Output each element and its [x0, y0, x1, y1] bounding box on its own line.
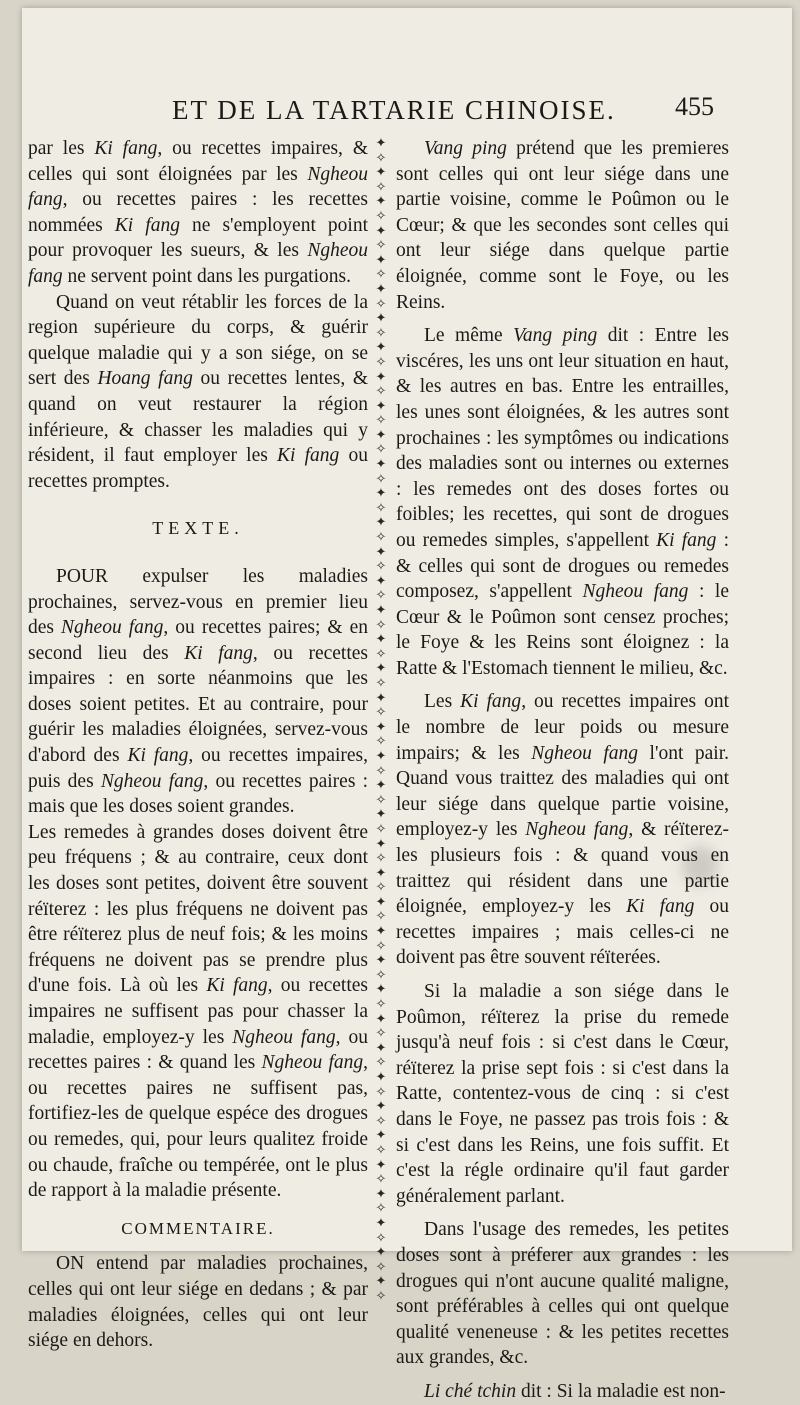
chinese-term: Ki fang — [626, 896, 695, 918]
paragraph: par les Ki fang, ou recettes impaires, & celles qui sont éloignées par les Ngheou fang, ou recettes paires : les recettes nommées Ki fang ne s'employent point pour provoquer les sueurs, & les Ngheou fang ne servent point dans les purgations. — [28, 138, 369, 287]
paragraph: Dans l'usage des remedes, les petites doses sont à préferer aux grandes : les drogues qui n'ont aucune qualité maligne, sont préférables à celles qui ont quelque qualité veneneuse : & les petites recettes aux grandes, &c. — [396, 1219, 729, 1369]
chinese-term: Hoang fang — [97, 368, 193, 390]
section-heading-texte: TEXTE. — [152, 518, 244, 539]
chinese-term: Ki fang — [114, 214, 180, 236]
paragraph: Le même Vang ping dit : Entre les viscéres, les uns ont leur situation en haut, & les autres en bas. Entre les entrailles, les unes sont éloignées, & les autres sont prochaines : les symptômes ou indications des maladies sont ou internes ou externes : les remedes ont des doses fortes ou foibles; les recettes, qui sont de drogues ou remedes simples, s'appellent Ki fang : & celles qui sont de drogues ou remedes composez, s'appellent Ngheou fang : le Cœur & le Poûmon sont censez proches; le Foye & les Reins sont éloignez : la Ratte & l'Estomach tiennent le milieu, &c. — [396, 325, 730, 679]
author-name: Vang ping — [513, 325, 598, 347]
paragraph: POUR expulser les maladies prochaines, servez-vous en premier lieu des Ngheou fang, ou recettes paires; & en second lieu des Ki fang, ou recettes impaires : en sorte néanmoins que les doses soient petites. Et au contraire, pour guérir les maladies éloignées, servez-vous d'abord des Ki fang, ou recettes impaires, puis des Ngheou fang, ou recettes paires : mais que les doses soient grandes. — [28, 565, 369, 818]
chinese-term: Ngheou fang — [531, 742, 639, 764]
chinese-term: Ngheou fang — [232, 1026, 336, 1048]
chinese-term: Ngheou fang — [28, 240, 368, 287]
ink-smudge — [682, 846, 718, 886]
chinese-term: Ki fang — [656, 529, 717, 551]
chinese-term: Ki fang — [184, 642, 253, 664]
chinese-term: Ngheou fang — [100, 770, 204, 792]
chinese-term: Ngheou fang — [525, 819, 629, 841]
paragraph: ON entend par maladies prochaines, celles qui ont leur siége en dedans ; & par maladies éloignées, celles qui ont leur siége en dehors. — [28, 1253, 368, 1352]
author-name: Li ché tchin — [424, 1380, 517, 1402]
paragraph: Si la maladie a son siége dans le Poûmon, réïterez la prise du remede jusqu'à neuf fois : si c'est dans le Cœur, réïterez la prise sept fois : si c'est dans la Ratte, contentez-vous de cinq : si c'est dans le Foye, ne passez pas trois fois : & si c'est dans les Reins, une fois suffit. Et c'est la régle ordinaire qu'il faut garder généralement parlant. — [396, 981, 729, 1207]
chinese-term: Ngheou fang — [261, 1052, 364, 1074]
chinese-term: Ki fang — [127, 745, 189, 767]
paragraph: Quand on veut rétablir les forces de la region supérieure du corps, & guérir quelque maladie qui y a son siége, on se sert des Hoang fang ou recettes lentes, & quand on veut restaurer la région inférieure, & chasser les maladies qui y résident, il faut employer les Ki fang ou recettes promptes. — [28, 291, 369, 492]
paragraph: Vang ping prétend que les premieres sont celles qui ont leur siége dans une partie voisine, comme le Poûmon ou le Cœur; & que les secondes sont celles qui ont leur siége dans quelque partie éloignée, comme sont le Foye, ou les Reins. — [396, 138, 729, 313]
chinese-term: Ki fang — [206, 975, 268, 997]
author-name: Vang ping — [424, 138, 507, 159]
paragraph: Les remedes à grandes doses doivent être peu fréquens ; & au contraire, ceux dont les doses sont petites, doivent être souvent réïterez : les plus fréquens ne doivent pas être réïterez plus de neuf fois; & les moins fréquens ne doivent pas se prendre plus d'une fois. Là où les Ki fang, ou recettes impaires ne suffisent pas pour chasser la maladie, employez-y les Ngheou fang, ou recettes paires : & quand les Ngheou fang, ou recettes paires ne suffisent pas, fortifiez-les de quelque espéce des drogues ou remedes, qui, pour leurs qualitez froide ou chaude, fraîche ou tempérée, ont le plus de rapport à la maladie présente. — [28, 821, 368, 1202]
book-page — [22, 8, 792, 1402]
right-column — [396, 136, 729, 1405]
section-heading-commentaire: COMMENTAIRE. — [121, 1218, 275, 1238]
chinese-term: Ngheou fang — [582, 581, 689, 603]
paragraph: Les Ki fang, ou recettes impaires ont le nombre de leur poids ou mesure impairs; & les Ngheou fang l'ont pair. Quand vous traittez des maladies qui ont leur siége dans quelque partie voisine, employez-y les Ngheou fang, & réïterez-les plusieurs fois : & quand vous en traittez qui résident dans une partie éloignée, employez-y les Ki fang ou recettes impaires ; mais celles-ci ne doivent pas être souvent réïterées. — [396, 691, 730, 969]
running-title: ET DE LA TARTARIE CHINOISE. — [172, 95, 616, 125]
paragraph: Li ché tchin dit : Si la maladie est non- — [424, 1380, 726, 1402]
chinese-term: Ngheou fang — [28, 163, 368, 211]
page-number: 455 — [675, 92, 714, 121]
left-column — [28, 136, 368, 1354]
column-divider-ornament: ✦ ✧ ✦ ✧ ✦ ✧ ✦ ✧ ✦ ✧ ✦ ✧ ✦ ✧ ✦ ✧ ✦ ✧ ✦ ✧ ✦ ✧ ✦ ✧ ✦ ✧ ✦ ✧ ✦ ✧ ✦ ✧ ✦ ✧ ✦ ✧ ✦ ✧ ✦ ✧ ✦ ✧ ✦ ✧ ✦ ✧ ✦ ✧ ✦ ✧ ✦ ✧ ✦ ✧ ✦ ✧ ✦ ✧ ✦ ✧ ✦ ✧ ✦ ✧ ✦ ✧ ✦ ✧ ✦ ✧ ✦ ✧ ✦ ✧ ✦ ✧ ✦ ✧ ✦ ✧ — [375, 135, 387, 1303]
chinese-term: Ki fang — [277, 445, 340, 467]
chinese-term: Ki fang — [460, 691, 522, 713]
chinese-term: Ki fang — [94, 138, 158, 159]
chinese-term: Ngheou fang — [61, 617, 164, 639]
